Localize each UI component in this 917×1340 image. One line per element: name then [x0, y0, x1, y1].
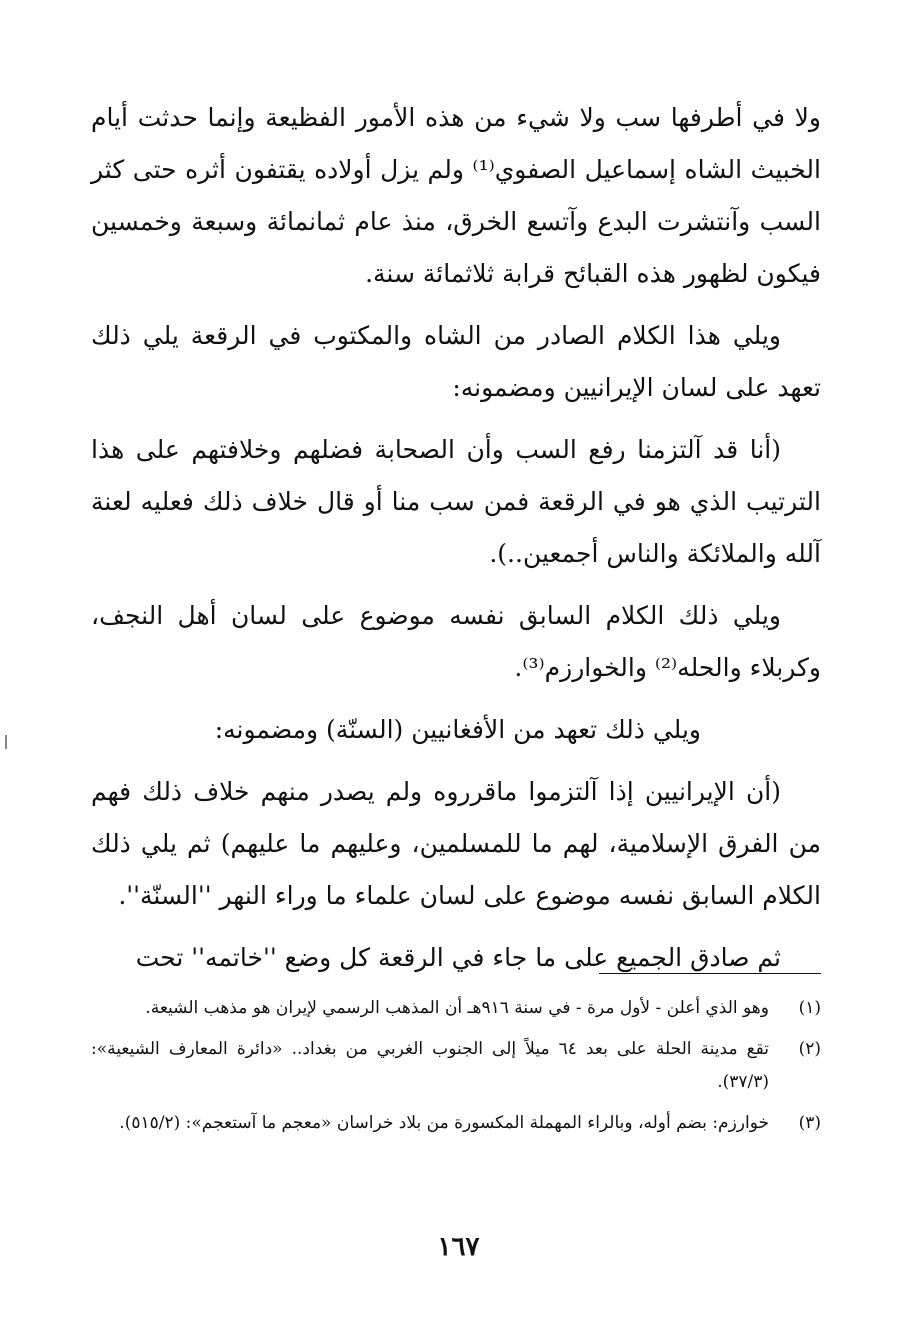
footnote-2: [91, 1033, 821, 1099]
footnote-text: خوارزم: بضم أوله، وبالراء المهملة المكسورة من بلاد خراسان «معجم ما آستعجم»: (٥١٥/٢).: [119, 1113, 769, 1133]
page-number: ١٦٧: [437, 1232, 480, 1262]
paragraph-2: ويلي هذا الكلام الصادر من الشاه والمكتوب في الرقعة يلي ذلك تعهد على لسان الإيرانيين ومضمونه:: [91, 321, 821, 402]
paragraph-5: ويلي ذلك تعهد من الأفغانيين (السنّة) ومضمونه:: [214, 715, 701, 744]
main-text: [91, 92, 821, 994]
paragraph-7: ثم صادق الجميع على ما جاء في الرقعة كل وضع ''خاتمه'' تحت: [135, 943, 781, 972]
footnote-text: تقع مدينة الحلة على بعد ٦٤ ميلاً إلى الجنوب الغربي من بغداد.. «دائرة المعارف الشيعية»: (٣٧/٣).: [91, 1039, 769, 1092]
footnotes: [91, 992, 821, 1148]
scan-margin-mark: [5, 735, 7, 749]
footnote-divider: [599, 973, 821, 974]
paragraph-4: ويلي ذلك الكلام السابق نفسه موضوع على لسان أهل النجف، وكربلاء والحله⁽²⁾ والخوارزم⁽³⁾.: [91, 601, 821, 682]
footnote-number: (٢): [798, 1039, 821, 1059]
paragraph-3: (أنا قد آلتزمنا رفع السب وأن الصحابة فضلهم وخلافتهم على هذا الترتيب الذي هو في الرقعة فمن سب منا أو قال خلاف ذلك فعليه لعنة آلله والملائكة والناس أجمعين..).: [91, 435, 821, 568]
footnote-number: (١): [798, 998, 821, 1018]
footnote-3: [91, 1107, 821, 1140]
footnote-1: [91, 992, 821, 1025]
footnote-number: (٣): [798, 1113, 821, 1133]
paragraph-6: (أن الإيرانيين إذا آلتزموا ماقرروه ولم يصدر منهم خلاف ذلك فهم من الفرق الإسلامية، لهم ما للمسلمين، وعليهم ما عليهم) ثم يلي ذلك الكلام السابق نفسه موضوع على لسان علماء ما وراء النهر ''السنّة''.: [91, 777, 821, 910]
footnote-text: وهو الذي أعلن - لأول مرة - في سنة ٩١٦هـ أن المذهب الرسمي لإيران هو مذهب الشيعة.: [145, 998, 769, 1018]
paragraph-1: ولا في أطرفها سب ولا شيء من هذه الأمور الفظيعة وإنما حدثت أيام الخبيث الشاه إسماعيل الصفوي⁽¹⁾ ولم يزل أولاده يقتفون أثره حتى كثر السب وآنتشرت البدع وآتسع الخرق، منذ عام ثمانمائة وسبعة وخمسين فيكون لظهور هذه القبائح قرابة ثلاثمائة سنة.: [91, 103, 821, 288]
